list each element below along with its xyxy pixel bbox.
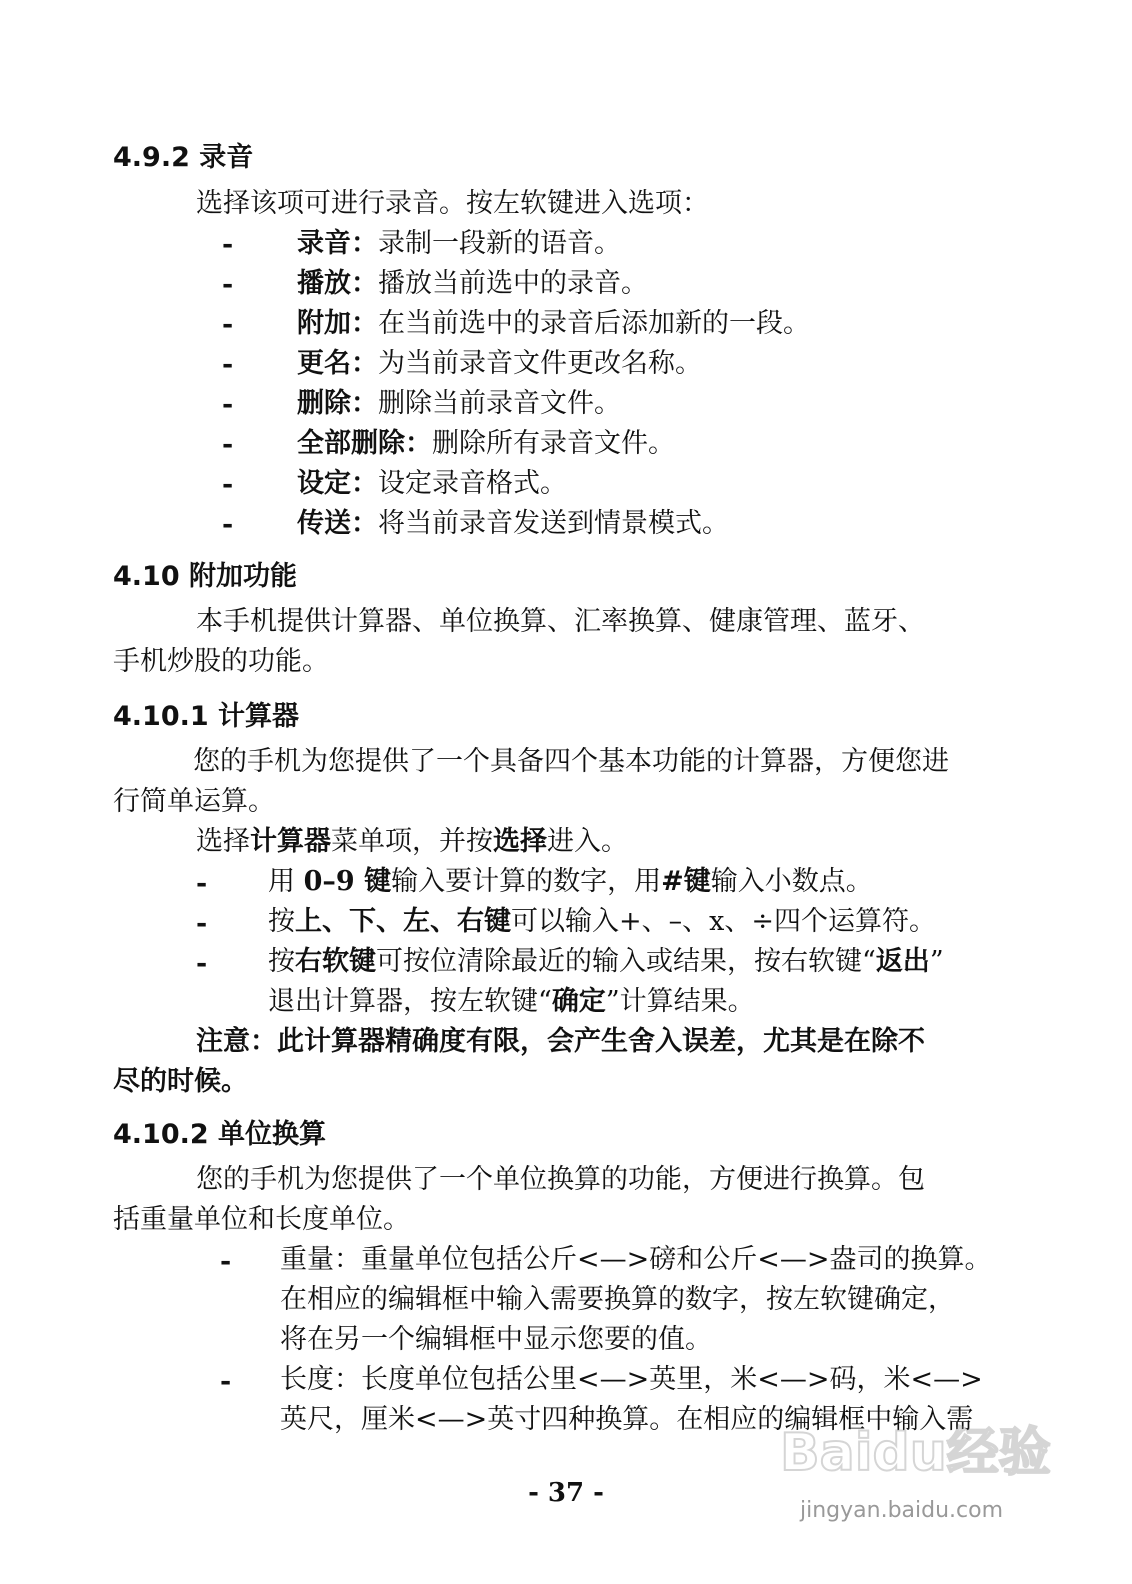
bullet-dash: -: [222, 349, 234, 380]
bullet-dash: -: [196, 948, 208, 979]
list-item-continuation: 退出计算器，按左软键“确定”计算结果。: [268, 986, 755, 1017]
list-item: 按上、下、左、右键可以输入+、–、x、÷四个运算符。: [268, 906, 936, 937]
item-desc: 在当前选中的录音后添加新的一段。: [378, 308, 810, 339]
section-heading-4-10-1: 4.10.1 计算器: [113, 701, 300, 732]
item-term: 播放：: [297, 268, 378, 299]
section-heading-4-10-2: 4.10.2 单位换算: [113, 1119, 327, 1150]
section-heading-4-10: 4.10 附加功能: [113, 561, 298, 592]
note-text: 尽的时候。: [113, 1066, 248, 1097]
bullet-dash: -: [222, 269, 234, 300]
item-desc: 将当前录音发送到情景模式。: [378, 508, 729, 539]
bullet-dash: -: [196, 908, 208, 939]
bullet-dash: -: [220, 1246, 232, 1277]
bullet-dash: -: [222, 469, 234, 500]
item-term: 附加：: [297, 308, 378, 339]
svg-text:Baidu经验: Baidu经验: [780, 1423, 1051, 1483]
bullet-dash: -: [222, 429, 234, 460]
bullet-dash: -: [222, 229, 234, 260]
paragraph-line: 括重量单位和长度单位。: [113, 1204, 410, 1235]
item-term: 更名：: [297, 348, 378, 379]
bullet-dash: -: [196, 868, 208, 899]
bullet-dash: -: [222, 389, 234, 420]
item-desc: 设定录音格式。: [378, 468, 567, 499]
paragraph-line: 您的手机为您提供了一个具备四个基本功能的计算器，方便您进: [193, 746, 949, 777]
list-item: 长度：长度单位包括公里<—>英里，米<—>码，米<—>: [280, 1364, 983, 1395]
item-term: 删除：: [297, 388, 378, 419]
bullet-dash: -: [220, 1366, 232, 1397]
item-term: 设定：: [297, 468, 378, 499]
select-instruction: 选择计算器菜单项，并按选择进入。: [196, 826, 628, 857]
item-desc: 删除所有录音文件。: [432, 428, 675, 459]
list-item-continuation: 将在另一个编辑框中显示您要的值。: [280, 1324, 712, 1355]
page-number: - 37 -: [528, 1478, 604, 1508]
list-item-continuation: 在相应的编辑框中输入需要换算的数字，按左软键确定，: [280, 1284, 955, 1315]
baidu-watermark-url: jingyan.baidu.com: [800, 1498, 1004, 1523]
bullet-dash: -: [222, 309, 234, 340]
item-desc: 录制一段新的语音。: [378, 228, 621, 259]
item-desc: 为当前录音文件更改名称。: [378, 348, 702, 379]
paragraph-line: 本手机提供计算器、单位换算、汇率换算、健康管理、蓝牙、: [196, 606, 925, 637]
item-term: 全部删除：: [297, 428, 432, 459]
list-item: 重量：重量单位包括公斤<—>磅和公斤<—>盎司的换算。: [280, 1244, 992, 1275]
item-term: 录音：: [297, 228, 378, 259]
item-desc: 播放当前选中的录音。: [378, 268, 648, 299]
list-item: 用 0–9 键输入要计算的数字，用#键输入小数点。: [268, 866, 873, 897]
section-heading-4-9-2: 4.9.2 录音: [113, 142, 254, 173]
list-item: 按右软键可按位清除最近的输入或结果，按右软键“返出”: [268, 946, 944, 977]
item-term: 传送：: [297, 508, 378, 539]
paragraph-line: 您的手机为您提供了一个单位换算的功能，方便进行换算。包: [196, 1164, 925, 1195]
item-desc: 删除当前录音文件。: [378, 388, 621, 419]
note-text: 注意：此计算器精确度有限，会产生舍入误差，尤其是在除不: [196, 1026, 925, 1057]
intro-text: 选择该项可进行录音。按左软键进入选项：: [196, 188, 709, 219]
bullet-dash: -: [222, 509, 234, 540]
list-item-continuation: 英尺，厘米<—>英寸四种换算。在相应的编辑框中输入需: [280, 1404, 974, 1435]
paragraph-line: 行简单运算。: [113, 786, 275, 817]
paragraph-line: 手机炒股的功能。: [113, 646, 329, 677]
